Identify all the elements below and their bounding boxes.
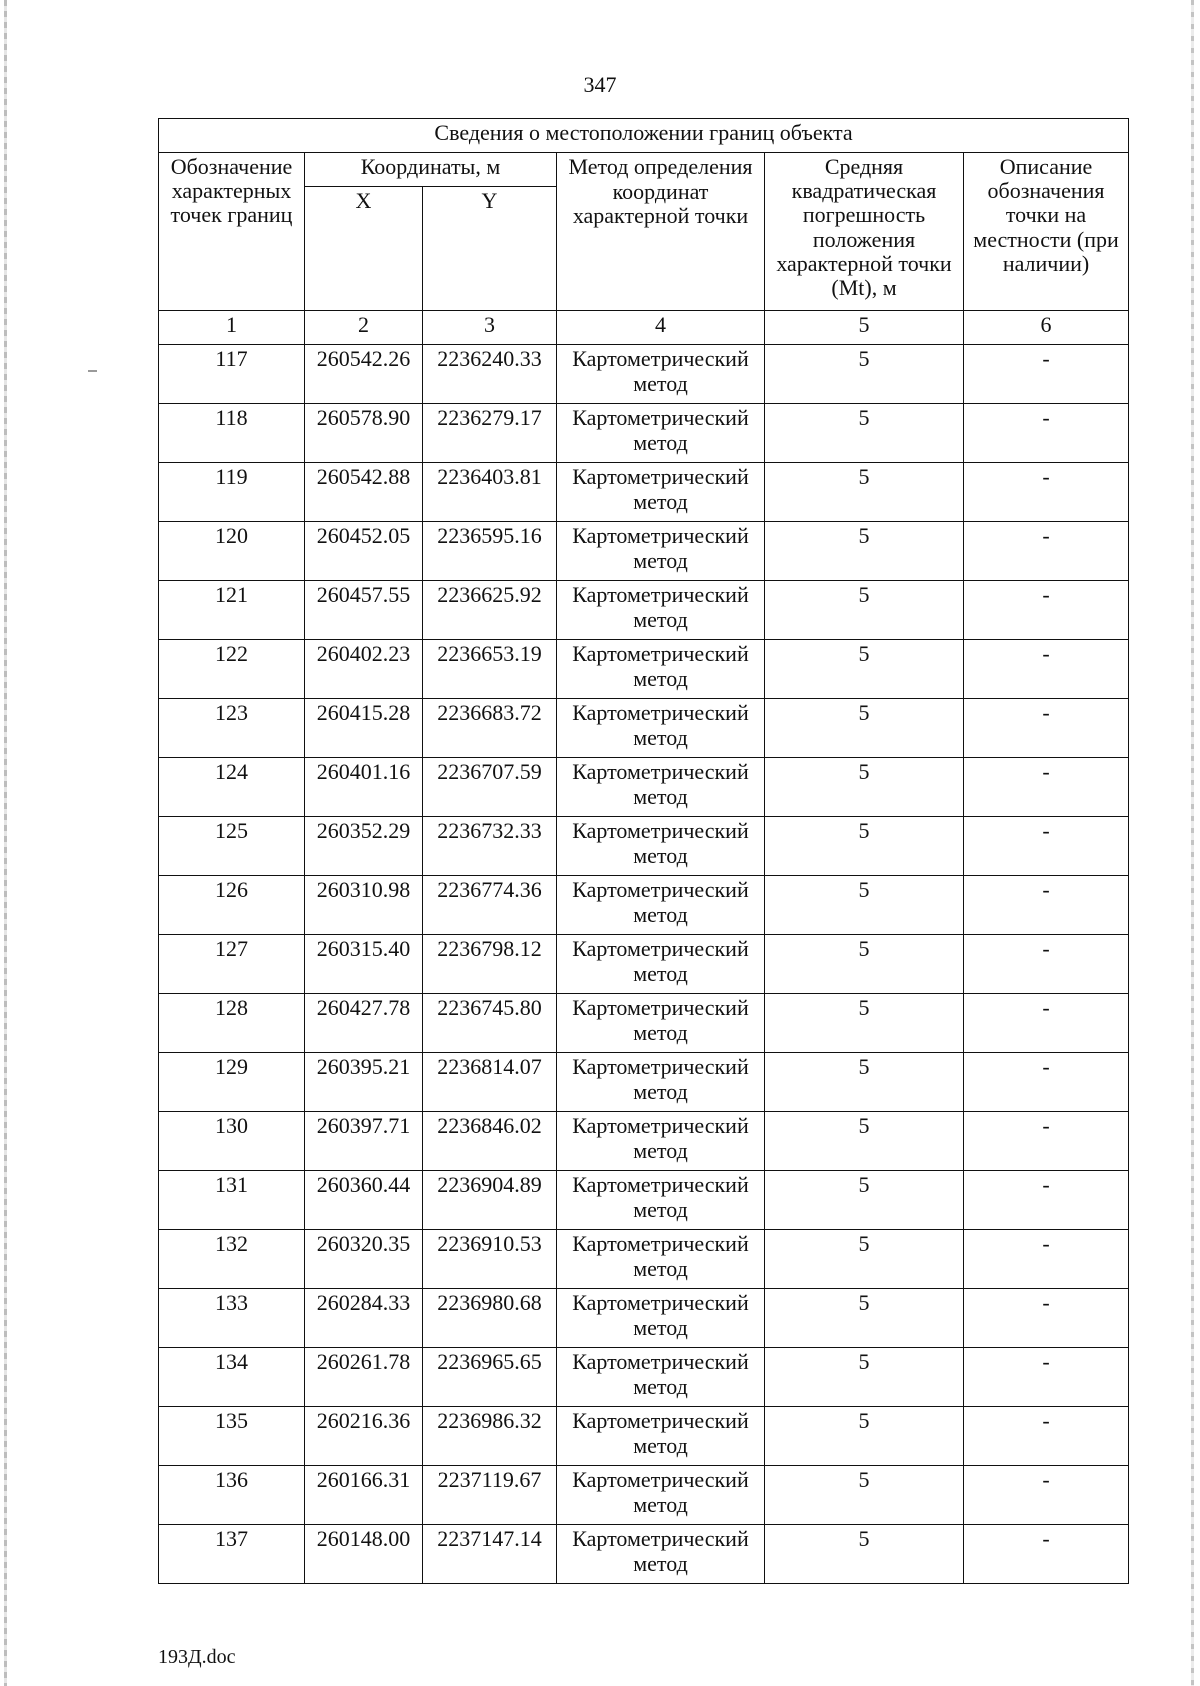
cell-method: Картометрический метод [557,345,765,404]
cell-x: 260360.44 [305,1171,423,1230]
margin-mark [88,370,97,372]
header-coordinates: Координаты, м [305,153,557,187]
cell-method: Картометрический метод [557,1407,765,1466]
cell-error: 5 [765,345,964,404]
cell-x: 260352.29 [305,817,423,876]
cell-description: - [964,463,1129,522]
cell-y: 2236653.19 [423,640,557,699]
cell-error: 5 [765,1053,964,1112]
cell-y: 2236279.17 [423,404,557,463]
cell-error: 5 [765,935,964,994]
cell-x: 260261.78 [305,1348,423,1407]
cell-x: 260427.78 [305,994,423,1053]
table-row [159,817,1129,876]
cell-error: 5 [765,1348,964,1407]
cell-error: 5 [765,758,964,817]
cell-description: - [964,699,1129,758]
table-row [159,1289,1129,1348]
cell-description: - [964,1230,1129,1289]
cell-y: 2236745.80 [423,994,557,1053]
cell-method: Картометрический метод [557,1053,765,1112]
cell-method: Картометрический метод [557,1289,765,1348]
cell-description: - [964,1289,1129,1348]
table-header-row [159,153,1129,187]
cell-x: 260452.05 [305,522,423,581]
table-title: Сведения о местоположении границ объекта [159,119,1129,153]
column-number: 6 [964,311,1129,345]
cell-x: 260166.31 [305,1466,423,1525]
cell-description: - [964,345,1129,404]
cell-error: 5 [765,1112,964,1171]
cell-point: 133 [159,1289,305,1348]
cell-x: 260320.35 [305,1230,423,1289]
cell-description: - [964,404,1129,463]
header-point-designation: Обозначение характерных точек границ [159,153,305,311]
table-title-row [159,119,1129,153]
cell-method: Картометрический метод [557,935,765,994]
cell-point: 127 [159,935,305,994]
table-row [159,994,1129,1053]
scan-edge-left [4,0,7,1686]
table-row [159,1466,1129,1525]
cell-y: 2236240.33 [423,345,557,404]
cell-point: 130 [159,1112,305,1171]
table-row [159,640,1129,699]
cell-y: 2236980.68 [423,1289,557,1348]
cell-y: 2236798.12 [423,935,557,994]
cell-method: Картометрический метод [557,758,765,817]
cell-method: Картометрический метод [557,1171,765,1230]
cell-y: 2236846.02 [423,1112,557,1171]
cell-point: 118 [159,404,305,463]
cell-point: 128 [159,994,305,1053]
cell-point: 134 [159,1348,305,1407]
cell-error: 5 [765,1407,964,1466]
table-row [159,463,1129,522]
cell-y: 2236732.33 [423,817,557,876]
cell-x: 260397.71 [305,1112,423,1171]
header-method: Метод определения координат характерной точки [557,153,765,311]
cell-method: Картометрический метод [557,1112,765,1171]
table-row [159,1171,1129,1230]
cell-method: Картометрический метод [557,522,765,581]
cell-y: 2236625.92 [423,581,557,640]
cell-x: 260310.98 [305,876,423,935]
cell-y: 2236707.59 [423,758,557,817]
page-number: 347 [583,72,617,97]
cell-x: 260415.28 [305,699,423,758]
cell-y: 2236774.36 [423,876,557,935]
cell-error: 5 [765,522,964,581]
cell-x: 260401.16 [305,758,423,817]
cell-method: Картометрический метод [557,1466,765,1525]
cell-description: - [964,522,1129,581]
header-y: Y [423,187,557,311]
cell-x: 260284.33 [305,1289,423,1348]
cell-method: Картометрический метод [557,1230,765,1289]
cell-point: 122 [159,640,305,699]
cell-description: - [964,994,1129,1053]
cell-x: 260457.55 [305,581,423,640]
cell-point: 126 [159,876,305,935]
table-row [159,1407,1129,1466]
cell-point: 124 [159,758,305,817]
cell-description: - [964,1466,1129,1525]
cell-y: 2236904.89 [423,1171,557,1230]
cell-method: Картометрический метод [557,1525,765,1584]
cell-y: 2236683.72 [423,699,557,758]
table-row [159,345,1129,404]
cell-x: 260578.90 [305,404,423,463]
cell-method: Картометрический метод [557,1348,765,1407]
cell-error: 5 [765,817,964,876]
table-row [159,404,1129,463]
cell-y: 2236986.32 [423,1407,557,1466]
cell-description: - [964,935,1129,994]
cell-y: 2236595.16 [423,522,557,581]
table-row [159,581,1129,640]
cell-y: 2236965.65 [423,1348,557,1407]
cell-error: 5 [765,1230,964,1289]
cell-error: 5 [765,699,964,758]
cell-point: 123 [159,699,305,758]
cell-x: 260542.26 [305,345,423,404]
column-number: 4 [557,311,765,345]
table-row [159,1112,1129,1171]
cell-description: - [964,581,1129,640]
cell-error: 5 [765,1289,964,1348]
cell-description: - [964,1348,1129,1407]
column-number: 2 [305,311,423,345]
cell-description: - [964,1053,1129,1112]
cell-description: - [964,876,1129,935]
cell-description: - [964,1525,1129,1584]
cell-method: Картометрический метод [557,994,765,1053]
table-row [159,935,1129,994]
cell-error: 5 [765,876,964,935]
cell-error: 5 [765,404,964,463]
cell-description: - [964,1407,1129,1466]
cell-point: 129 [159,1053,305,1112]
boundary-coordinates-table [158,118,1129,1584]
header-error: Средняя квадратическая погрешность положения характерной точки (Mt), м [765,153,964,311]
cell-x: 260148.00 [305,1525,423,1584]
footer-filename: 193Д.doc [158,1646,236,1668]
cell-description: - [964,1171,1129,1230]
cell-error: 5 [765,1171,964,1230]
cell-point: 137 [159,1525,305,1584]
column-number: 3 [423,311,557,345]
cell-error: 5 [765,1525,964,1584]
cell-method: Картометрический метод [557,876,765,935]
cell-point: 131 [159,1171,305,1230]
header-x: X [305,187,423,311]
cell-method: Картометрический метод [557,463,765,522]
cell-x: 260542.88 [305,463,423,522]
cell-description: - [964,640,1129,699]
cell-error: 5 [765,581,964,640]
header-description: Описание обозначения точки на местности (при наличии) [964,153,1129,311]
table-row [159,1230,1129,1289]
cell-point: 135 [159,1407,305,1466]
cell-y: 2236814.07 [423,1053,557,1112]
cell-error: 5 [765,640,964,699]
cell-x: 260315.40 [305,935,423,994]
cell-x: 260395.21 [305,1053,423,1112]
cell-error: 5 [765,463,964,522]
table-row [159,758,1129,817]
scan-edge-right [1191,0,1194,1686]
cell-point: 136 [159,1466,305,1525]
cell-point: 125 [159,817,305,876]
cell-x: 260402.23 [305,640,423,699]
cell-method: Картометрический метод [557,699,765,758]
cell-x: 260216.36 [305,1407,423,1466]
cell-point: 119 [159,463,305,522]
column-number-row [159,311,1129,345]
cell-description: - [964,1112,1129,1171]
cell-y: 2236403.81 [423,463,557,522]
table-row [159,1053,1129,1112]
column-number: 1 [159,311,305,345]
table-row [159,876,1129,935]
table-row [159,1348,1129,1407]
cell-method: Картометрический метод [557,404,765,463]
cell-method: Картометрический метод [557,817,765,876]
cell-y: 2236910.53 [423,1230,557,1289]
cell-description: - [964,758,1129,817]
cell-error: 5 [765,1466,964,1525]
table-row [159,522,1129,581]
cell-method: Картометрический метод [557,581,765,640]
cell-point: 117 [159,345,305,404]
table-row [159,1525,1129,1584]
cell-point: 120 [159,522,305,581]
cell-method: Картометрический метод [557,640,765,699]
cell-y: 2237147.14 [423,1525,557,1584]
column-number: 5 [765,311,964,345]
cell-error: 5 [765,994,964,1053]
cell-y: 2237119.67 [423,1466,557,1525]
cell-point: 132 [159,1230,305,1289]
table-row [159,699,1129,758]
cell-point: 121 [159,581,305,640]
cell-description: - [964,817,1129,876]
